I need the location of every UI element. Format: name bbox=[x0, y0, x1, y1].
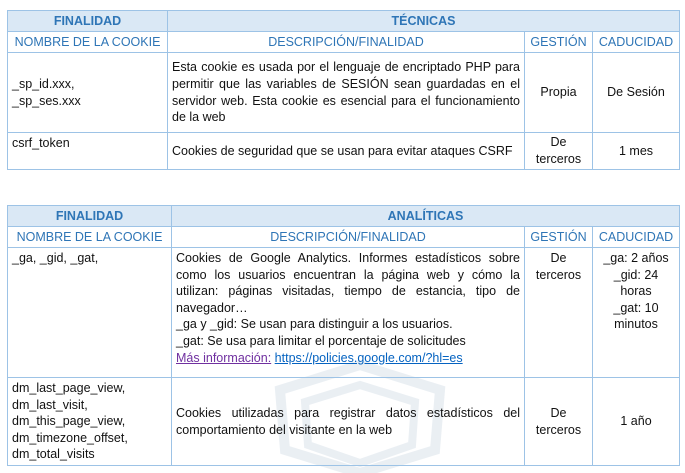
cookie-name: _ga, _gid, _gat, bbox=[12, 251, 99, 265]
category-title: ANALÍTICAS bbox=[172, 206, 680, 227]
column-header-row bbox=[8, 32, 680, 53]
cookie-name-cell bbox=[8, 378, 172, 466]
cookie-name: dm_timezone_offset, bbox=[12, 430, 128, 445]
google-policies-link[interactable]: https://policies.google.com/?hl=es bbox=[274, 350, 463, 365]
cookie-name-cell bbox=[8, 133, 168, 170]
cookie-description-cell bbox=[172, 248, 525, 378]
cookie-caducidad: 1 mes bbox=[593, 133, 680, 170]
cookie-gestion: De terceros bbox=[525, 378, 593, 466]
cookie-description: Esta cookie es usada por el lenguaje de encriptado PHP para permitir que las variables de SESIÓN sean guardadas en el servidor web. Esta cookie es esencial para el funcionamiento de la web bbox=[168, 53, 525, 133]
table-header-row bbox=[8, 11, 680, 32]
table-row bbox=[8, 133, 680, 170]
col-header-description: DESCRIPCIÓN/FINALIDAD bbox=[168, 32, 525, 53]
cookie-gestion: Propia bbox=[525, 53, 593, 133]
cookie-description: Cookies de Google Analytics. Informes estadísticos sobre como los usuarios encuentran la página web y cómo la utilizan: páginas visitadas, tiempo de estancia, tipo de navegador… bbox=[176, 251, 520, 315]
col-header-caducidad: CADUCIDAD bbox=[593, 227, 680, 248]
cookie-name: dm_this_page_view, bbox=[12, 414, 126, 429]
cookie-description: Cookies utilizadas para registrar datos estadísticos del comportamiento del visitante en la web bbox=[172, 378, 525, 466]
table-row bbox=[8, 378, 680, 466]
caducidad-ga: _ga: 2 años bbox=[603, 251, 669, 265]
cookie-description-gat: _gat: Se usa para limitar el porcentaje de solicitudes bbox=[176, 333, 466, 348]
cookie-caducidad: 1 año bbox=[593, 378, 680, 466]
table-row bbox=[8, 53, 680, 133]
col-header-gestion: GESTIÓN bbox=[525, 32, 593, 53]
cookie-description-ga-gid: _ga y _gid: Se usan para distinguir a los usuarios. bbox=[176, 317, 453, 332]
cookies-table-tecnicas bbox=[7, 10, 680, 170]
cookie-name: dm_last_visit, bbox=[12, 397, 88, 412]
col-header-gestion: GESTIÓN bbox=[525, 227, 593, 248]
cookie-caducidad: De Sesión bbox=[593, 53, 680, 133]
more-info-label: Más información: bbox=[176, 350, 272, 365]
cookie-gestion: De terceros bbox=[525, 133, 593, 170]
caducidad-gat: _gat: 10 minutos bbox=[613, 300, 659, 332]
caducidad-gid: _gid: 24 horas bbox=[613, 267, 659, 299]
more-info-line bbox=[176, 350, 520, 367]
col-header-name: NOMBRE DE LA COOKIE bbox=[8, 32, 168, 53]
cookie-name: _sp_ses.xxx bbox=[12, 93, 81, 108]
cookie-caducidad-cell bbox=[593, 248, 680, 378]
category-title: TÉCNICAS bbox=[168, 11, 680, 32]
cookies-table-analiticas bbox=[7, 205, 680, 466]
col-header-caducidad: CADUCIDAD bbox=[593, 32, 680, 53]
cookie-gestion: De terceros bbox=[525, 248, 593, 378]
cookie-description: Cookies de seguridad que se usan para evitar ataques CSRF bbox=[168, 133, 525, 170]
col-header-name: NOMBRE DE LA COOKIE bbox=[8, 227, 172, 248]
cookie-name-cell bbox=[8, 53, 168, 133]
finalidad-label: FINALIDAD bbox=[8, 206, 172, 227]
cookie-name-cell bbox=[8, 248, 172, 378]
cookie-name: dm_last_page_view, bbox=[12, 381, 126, 396]
table-row bbox=[8, 248, 680, 378]
table-header-row bbox=[8, 206, 680, 227]
col-header-description: DESCRIPCIÓN/FINALIDAD bbox=[172, 227, 525, 248]
cookie-name: _sp_id.xxx, bbox=[12, 76, 75, 91]
column-header-row bbox=[8, 227, 680, 248]
finalidad-label: FINALIDAD bbox=[8, 11, 168, 32]
cookie-name: dm_total_visits bbox=[12, 447, 95, 462]
cookie-name: csrf_token bbox=[12, 136, 70, 150]
